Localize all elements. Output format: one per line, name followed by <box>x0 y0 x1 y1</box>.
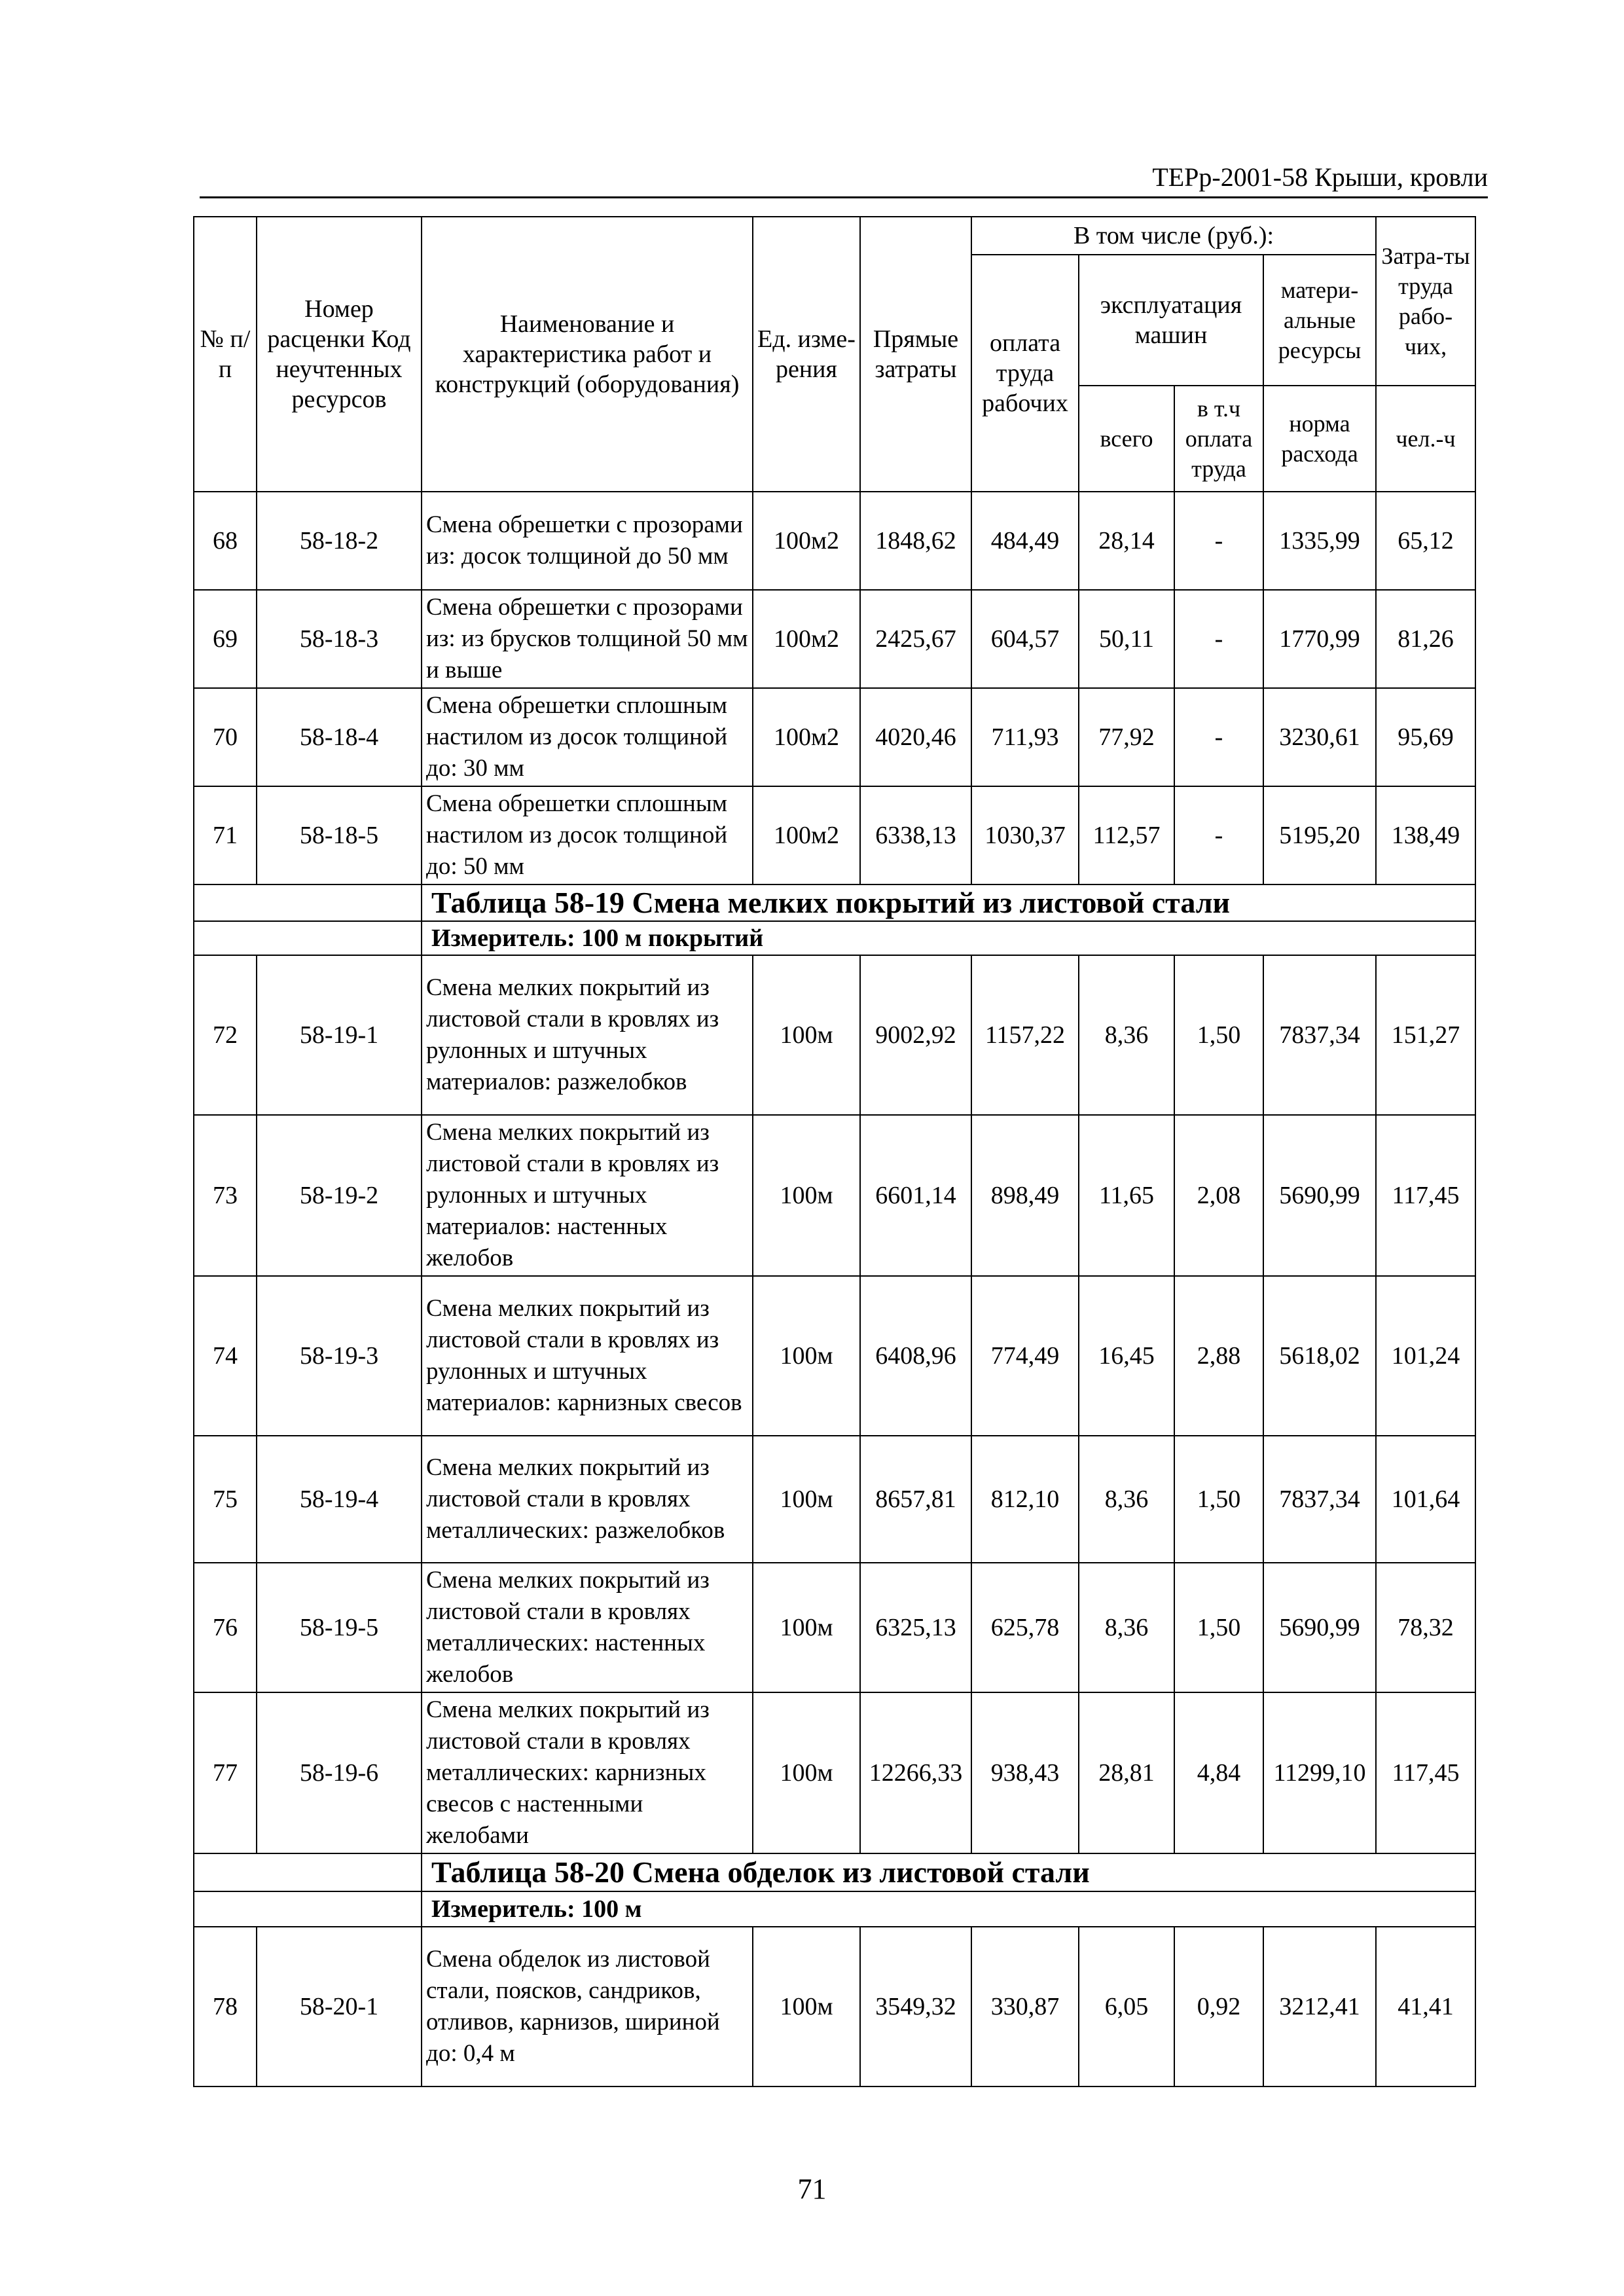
section-title-row <box>194 1853 1475 1891</box>
cell-mach: 77,92 <box>1079 688 1174 786</box>
cell-mat: 7837,34 <box>1263 955 1376 1115</box>
table-row <box>194 1692 1475 1853</box>
col-header-direct: Прямые затраты <box>860 217 971 492</box>
cell-num: 74 <box>194 1276 257 1436</box>
cell-unit: 100м <box>753 1115 860 1276</box>
cell-labor: 78,32 <box>1376 1563 1475 1692</box>
cell-direct: 8657,81 <box>860 1436 971 1563</box>
table-row <box>194 590 1475 688</box>
cell-name: Смена обрешетки с прозорами из: досок толщиной до 50 мм <box>422 492 753 590</box>
cell-labor: 138,49 <box>1376 786 1475 884</box>
cell-name: Смена мелких покрытий из листовой стали в кровлях металлических: настенных желобов <box>422 1563 753 1692</box>
cell-code: 58-19-1 <box>257 955 422 1115</box>
table-row <box>194 492 1475 590</box>
cell-mat: 5195,20 <box>1263 786 1376 884</box>
cell-mat: 3230,61 <box>1263 688 1376 786</box>
cell-mach-pay: 1,50 <box>1174 955 1263 1115</box>
cell-mach: 28,14 <box>1079 492 1174 590</box>
cell-num: 71 <box>194 786 257 884</box>
cell-mach-pay: 2,08 <box>1174 1115 1263 1276</box>
cell-unit: 100м2 <box>753 590 860 688</box>
cell-num: 72 <box>194 955 257 1115</box>
cell-unit: 100м <box>753 1927 860 2086</box>
measure-row <box>194 921 1475 955</box>
table-row <box>194 1115 1475 1276</box>
col-header-incl: В том числе (руб.): <box>971 217 1376 255</box>
cell-mach: 8,36 <box>1079 1563 1174 1692</box>
cell-mat: 1770,99 <box>1263 590 1376 688</box>
cell-labor: 117,45 <box>1376 1115 1475 1276</box>
cell-mach: 112,57 <box>1079 786 1174 884</box>
cell-mach-pay: - <box>1174 688 1263 786</box>
cell-direct: 9002,92 <box>860 955 971 1115</box>
cell-code: 58-18-2 <box>257 492 422 590</box>
cell-direct: 6325,13 <box>860 1563 971 1692</box>
cell-mat: 11299,10 <box>1263 1692 1376 1853</box>
cell-unit: 100м <box>753 1276 860 1436</box>
col-header-code: Номер расценки Код неучтенных ресурсов <box>257 217 422 492</box>
cell-name: Смена обрешетки сплошным настилом из досок толщиной до: 30 мм <box>422 688 753 786</box>
cell-direct: 1848,62 <box>860 492 971 590</box>
cell-num: 70 <box>194 688 257 786</box>
cell-pay: 898,49 <box>971 1115 1079 1276</box>
cell-unit: 100м <box>753 1692 860 1853</box>
table-row <box>194 1927 1475 2086</box>
cell-unit: 100м2 <box>753 492 860 590</box>
measure-row <box>194 1891 1475 1927</box>
col-header-norm: норма расхода <box>1263 386 1376 492</box>
cell-code: 58-19-6 <box>257 1692 422 1853</box>
cell-name: Смена обрешетки с прозорами из: из брусков толщиной 50 мм и выше <box>422 590 753 688</box>
cell-mach: 28,81 <box>1079 1692 1174 1853</box>
cell-num: 68 <box>194 492 257 590</box>
cell-unit: 100м <box>753 1436 860 1563</box>
cell-labor: 65,12 <box>1376 492 1475 590</box>
page-header <box>200 149 1488 198</box>
col-header-labor: Затра-ты труда рабо-чих, <box>1376 217 1475 386</box>
cell-unit: 100м <box>753 955 860 1115</box>
cell-unit: 100м2 <box>753 688 860 786</box>
price-table <box>193 216 1476 2087</box>
cell-labor: 81,26 <box>1376 590 1475 688</box>
table-row <box>194 688 1475 786</box>
cell-pay: 938,43 <box>971 1692 1079 1853</box>
cell-direct: 2425,67 <box>860 590 971 688</box>
cell-direct: 3549,32 <box>860 1927 971 2086</box>
col-header-unit: Ед. изме-рения <box>753 217 860 492</box>
table-row <box>194 786 1475 884</box>
cell-mach-pay: - <box>1174 492 1263 590</box>
cell-mat: 5690,99 <box>1263 1115 1376 1276</box>
cell-mat: 3212,41 <box>1263 1927 1376 2086</box>
measure-label: Измеритель: 100 м покрытий <box>422 921 1475 955</box>
measure-label: Измеритель: 100 м <box>422 1891 1475 1927</box>
cell-mach: 50,11 <box>1079 590 1174 688</box>
col-header-materials: матери-альные ресурсы <box>1263 255 1376 386</box>
col-header-incl-pay: в т.ч оплата труда <box>1174 386 1263 492</box>
col-header-total: всего <box>1079 386 1174 492</box>
section-title: Таблица 58-19 Смена мелких покрытий из листовой стали <box>422 884 1475 921</box>
cell-num: 77 <box>194 1692 257 1853</box>
cell-pay: 1030,37 <box>971 786 1079 884</box>
cell-labor: 101,24 <box>1376 1276 1475 1436</box>
cell-direct: 4020,46 <box>860 688 971 786</box>
cell-name: Смена мелких покрытий из листовой стали в кровлях металлических: разжелобков <box>422 1436 753 1563</box>
cell-mach-pay: - <box>1174 590 1263 688</box>
cell-name: Смена мелких покрытий из листовой стали в кровлях из рулонных и штучных материалов: настенных желобов <box>422 1115 753 1276</box>
cell-code: 58-19-5 <box>257 1563 422 1692</box>
cell-num: 76 <box>194 1563 257 1692</box>
table-row <box>194 1563 1475 1692</box>
cell-direct: 6338,13 <box>860 786 971 884</box>
section-title-row <box>194 884 1475 921</box>
cell-direct: 6601,14 <box>860 1115 971 1276</box>
cell-mach-pay: 2,88 <box>1174 1276 1263 1436</box>
cell-mach-pay: 1,50 <box>1174 1436 1263 1563</box>
cell-mach: 6,05 <box>1079 1927 1174 2086</box>
cell-mach-pay: 1,50 <box>1174 1563 1263 1692</box>
cell-direct: 6408,96 <box>860 1276 971 1436</box>
cell-mat: 1335,99 <box>1263 492 1376 590</box>
cell-code: 58-18-3 <box>257 590 422 688</box>
cell-unit: 100м <box>753 1563 860 1692</box>
cell-pay: 812,10 <box>971 1436 1079 1563</box>
cell-pay: 330,87 <box>971 1927 1079 2086</box>
cell-name: Смена обделок из листовой стали, поясков, сандриков, отливов, карнизов, шириной до: 0,4 м <box>422 1927 753 2086</box>
col-header-labor-pay: оплата труда рабочих <box>971 255 1079 492</box>
cell-name: Смена мелких покрытий из листовой стали в кровлях из рулонных и штучных материалов: разжелобков <box>422 955 753 1115</box>
cell-num: 78 <box>194 1927 257 2086</box>
cell-labor: 101,64 <box>1376 1436 1475 1563</box>
cell-mach-pay: 0,92 <box>1174 1927 1263 2086</box>
cell-pay: 604,57 <box>971 590 1079 688</box>
col-header-machines: эксплуатация машин <box>1079 255 1263 386</box>
section-title: Таблица 58-20 Смена обделок из листовой стали <box>422 1853 1475 1891</box>
cell-num: 73 <box>194 1115 257 1276</box>
table-row <box>194 1436 1475 1563</box>
cell-code: 58-19-3 <box>257 1276 422 1436</box>
cell-mat: 5690,99 <box>1263 1563 1376 1692</box>
page-number: 71 <box>797 2173 827 2205</box>
cell-mach: 11,65 <box>1079 1115 1174 1276</box>
cell-labor: 41,41 <box>1376 1927 1475 2086</box>
cell-code: 58-18-5 <box>257 786 422 884</box>
header-title: ТЕРр-2001-58 Крыши, кровли <box>1152 162 1488 192</box>
cell-pay: 711,93 <box>971 688 1079 786</box>
col-header-num: № п/п <box>194 217 257 492</box>
cell-labor: 117,45 <box>1376 1692 1475 1853</box>
col-header-name: Наименование и характеристика работ и конструкций (оборудования) <box>422 217 753 492</box>
cell-name: Смена мелких покрытий из листовой стали в кровлях из рулонных и штучных материалов: карнизных свесов <box>422 1276 753 1436</box>
cell-mach: 8,36 <box>1079 955 1174 1115</box>
cell-num: 75 <box>194 1436 257 1563</box>
cell-mat: 7837,34 <box>1263 1436 1376 1563</box>
cell-pay: 1157,22 <box>971 955 1079 1115</box>
table-row <box>194 1276 1475 1436</box>
cell-pay: 625,78 <box>971 1563 1079 1692</box>
cell-mach: 16,45 <box>1079 1276 1174 1436</box>
cell-num: 69 <box>194 590 257 688</box>
cell-name: Смена мелких покрытий из листовой стали в кровлях металлических: карнизных свесов с настенными желобами <box>422 1692 753 1853</box>
cell-code: 58-20-1 <box>257 1927 422 2086</box>
cell-labor: 151,27 <box>1376 955 1475 1115</box>
cell-code: 58-19-2 <box>257 1115 422 1276</box>
cell-mat: 5618,02 <box>1263 1276 1376 1436</box>
table-row <box>194 955 1475 1115</box>
cell-name: Смена обрешетки сплошным настилом из досок толщиной до: 50 мм <box>422 786 753 884</box>
cell-mach-pay: 4,84 <box>1174 1692 1263 1853</box>
cell-code: 58-18-4 <box>257 688 422 786</box>
cell-code: 58-19-4 <box>257 1436 422 1563</box>
cell-labor: 95,69 <box>1376 688 1475 786</box>
col-header-labor-unit: чел.-ч <box>1376 386 1475 492</box>
cell-mach-pay: - <box>1174 786 1263 884</box>
cell-direct: 12266,33 <box>860 1692 971 1853</box>
cell-unit: 100м2 <box>753 786 860 884</box>
cell-pay: 484,49 <box>971 492 1079 590</box>
cell-pay: 774,49 <box>971 1276 1079 1436</box>
cell-mach: 8,36 <box>1079 1436 1174 1563</box>
